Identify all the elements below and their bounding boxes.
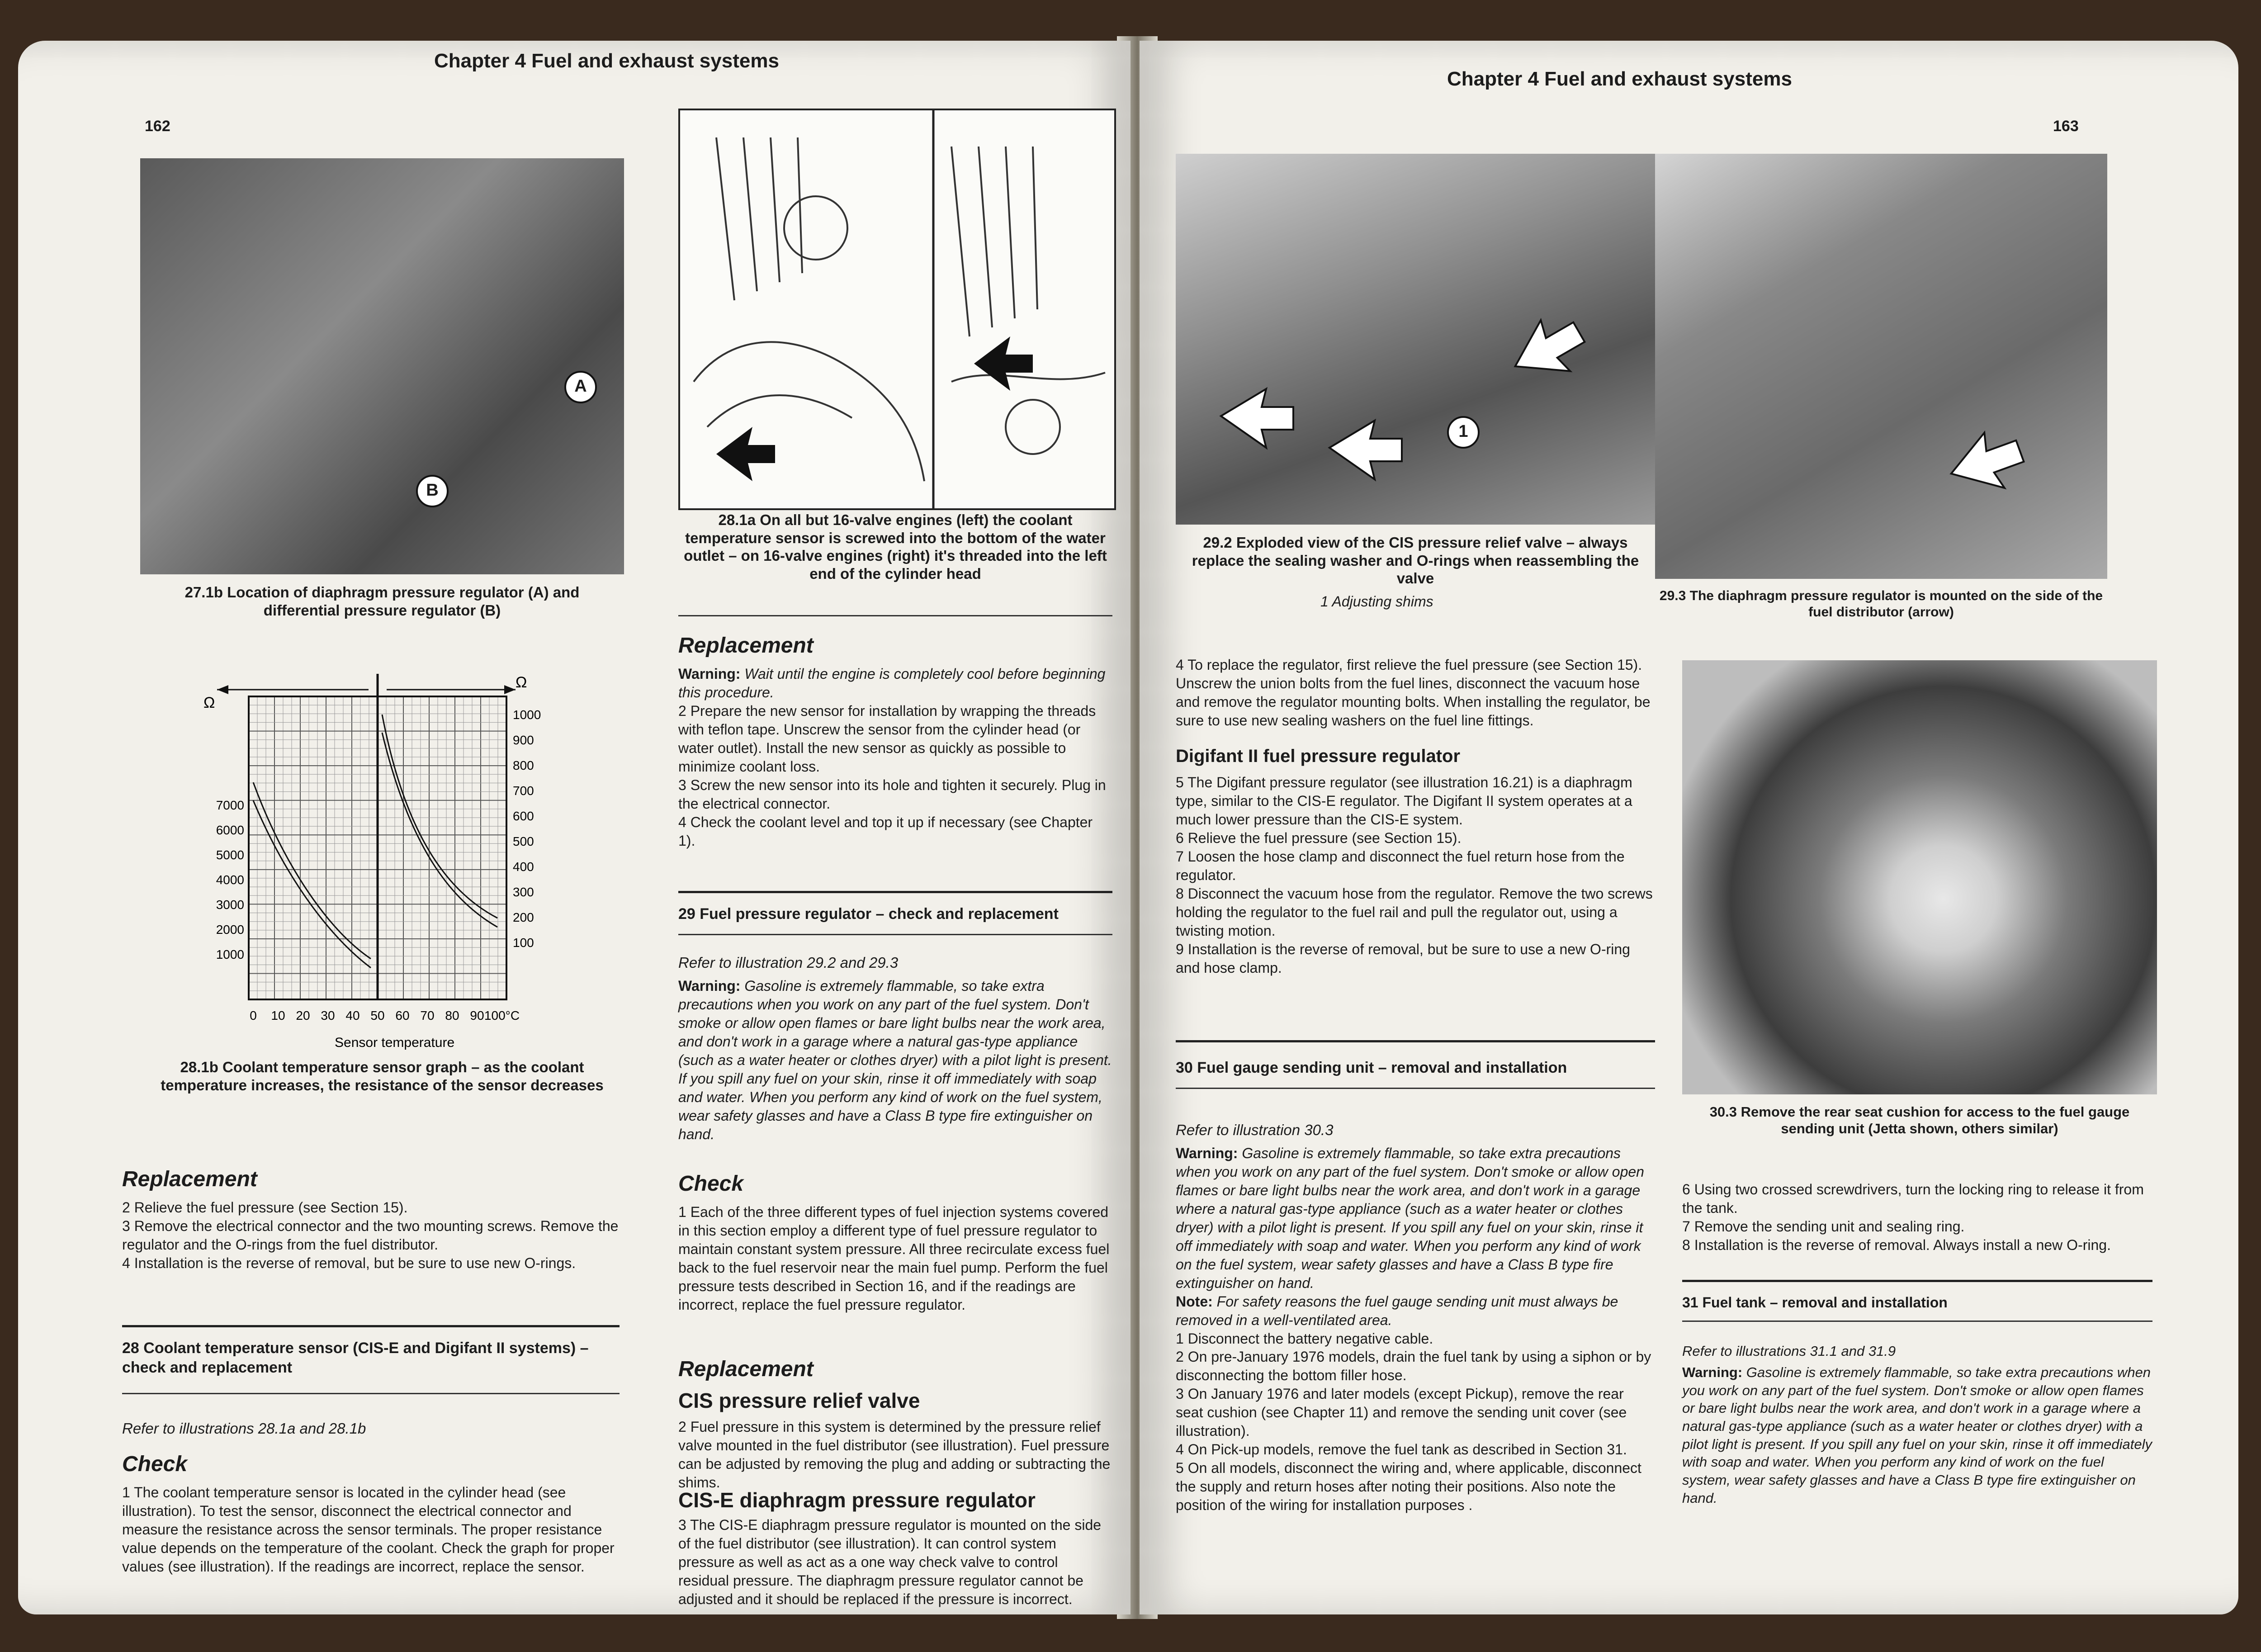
photo-pressure-regulator <box>1655 154 2107 579</box>
caption-28-1b: 28.1b Coolant temperature sensor graph – as the coolant temperature increases, the resistance of the sensor decreases <box>161 1059 604 1093</box>
resistance-curve <box>382 715 497 918</box>
section-rule <box>678 934 1112 935</box>
heading-replacement-27: Replacement <box>122 1167 257 1191</box>
left-tick-label: 7000 <box>216 798 244 812</box>
left-tick-label: 6000 <box>216 823 244 837</box>
left-tick-label: 4000 <box>216 873 244 887</box>
arrow-icon <box>1942 423 2030 503</box>
warning-text: Wait until the engine is completely cool before beginning this procedure. <box>678 666 1106 701</box>
replacement-27-step-4: 4 Installation is the reverse of removal, but be sure to use new O-rings. <box>122 1254 576 1271</box>
x-tick-label: 60 <box>395 1008 410 1022</box>
section-30-step-7: 7 Remove the sending unit and sealing ring. <box>1682 1218 1965 1235</box>
cis-e-regulator-text: 3 The CIS-E diaphragm pressure regulator is mounted on the side of the fuel distributor (see illustration). It can control system pressure as well as act as a one way check valve to control residual pressure. The diaphragm pressure regulator cannot be adjusted and it should be replaced if the pressure is incorrect. <box>678 1517 1102 1607</box>
section-28-ref: Refer to illustrations 28.1a and 28.1b <box>122 1420 366 1437</box>
cis-relief-valve-text: 2 Fuel pressure in this system is determined by the pressure relief valve mounted in the fuel distributor (see illustration). Fuel pressure can be adjusted by removing the plug and adding or subtracting the shims. <box>678 1419 1111 1491</box>
section-29-warning <box>678 977 1112 1144</box>
section-29-step-4: 4 To replace the regulator, first relieve the fuel pressure (see Section 15). Unscrew the union bolts from the fuel lines, disconnect the vacuum hose and remove the regulator mounting bolts. When installing the regulator, be sure to use new sealing washers on the fuel line fittings. <box>1176 657 1651 729</box>
section-31-ref: Refer to illustrations 31.1 and 31.9 <box>1682 1343 1896 1359</box>
section-28-title: 28 Coolant temperature sensor (CIS-E and Digifant II systems) – check and replacement <box>122 1340 589 1376</box>
section-30-text <box>1176 1144 1655 1515</box>
section-29-title: 29 Fuel pressure regulator – check and replacement <box>678 905 1059 923</box>
warning-text: Gasoline is extremely flammable, so take extra precautions when you work on any part of the fuel system. Don't smoke or allow open flames or bare light bulbs near the work area, and don't work in a garage where a natural gas-type appliance (such as a water heater or clothes dryer) with a pilot light is present. If you spill any fuel on your skin, rinse it off immediately with soap and water. When you perform any kind of work on the fuel system, wear safety glasses and have a Class B type fire extinguisher on hand. <box>678 978 1112 1142</box>
arrow-icon <box>1221 389 1293 448</box>
replacement-28-step-3: 3 Screw the new sensor into its hole and tighten it securely. Plug in the electrical connector. <box>678 776 1106 812</box>
replacement-27-text <box>122 1198 620 1273</box>
x-tick-label: 90 <box>470 1008 484 1022</box>
left-tick-label: 2000 <box>216 923 244 937</box>
photo-regulators <box>140 158 624 574</box>
warning-label: Warning: <box>678 666 741 682</box>
section-rule <box>1682 1321 2152 1322</box>
digifant-step-8: 8 Disconnect the vacuum hose from the regulator. Remove the two screws holding the regulator to the fuel rail and pull the regulator out, using a twisting motion. <box>1176 885 1653 939</box>
arrow-right-icon <box>504 685 516 694</box>
digifant-step-7: 7 Loosen the hose clamp and disconnect the fuel return hose from the regulator. <box>1176 848 1625 883</box>
photo-sending-unit <box>1682 660 2157 1094</box>
section-rule <box>678 891 1112 893</box>
left-tick-label: 5000 <box>216 848 244 862</box>
left-tick-label: 1000 <box>216 947 244 961</box>
section-30-step-3: 3 On January 1976 and later models (except Pickup), remove the rear seat cushion (see Chapter 11) and remove the sending unit cover (see illustration). <box>1176 1386 1627 1439</box>
arrow-icon <box>974 336 1033 391</box>
heading-replacement-29: Replacement <box>678 1357 814 1381</box>
right-tick-label: 100 <box>513 936 534 950</box>
digifant-step-5: 5 The Digifant pressure regulator (see illustration 16.21) is a diaphragm type, similar to the CIS-E regulator. The Digifant II system operates at a much lower pressure than the CIS-E system. <box>1176 774 1632 828</box>
replacement-28-step-4: 4 Check the coolant level and top it up if necessary (see Chapter 1). <box>678 814 1093 849</box>
left-axis-symbol: Ω <box>203 694 215 711</box>
section-rule <box>122 1393 620 1394</box>
digifant-step-9: 9 Installation is the reverse of removal, but be sure to use a new O-ring and hose clamp. <box>1176 941 1630 976</box>
section-rule <box>678 615 1112 616</box>
callout-1: 1 <box>1447 416 1480 449</box>
replacement-28-step-2: 2 Prepare the new sensor for installation by wrapping the threads with teflon tape. Unscrew the sensor from the cylinder head (or water outlet). Install the new sensor as quickly as possible to minimize coolant loss. <box>678 702 1096 775</box>
section-rule <box>1176 1040 1655 1042</box>
caption-27-1b: 27.1b Location of diaphragm pressure regulator (A) and differential pressure regulator (B) <box>184 584 580 619</box>
arrow-icon <box>716 427 775 481</box>
page-number: 163 <box>2053 118 2079 135</box>
section-30-step-4: 4 On Pick-up models, remove the fuel tank as described in Section 31. <box>1176 1441 1627 1458</box>
right-tick-label: 600 <box>513 809 534 823</box>
caption-29-3: 29.3 The diaphragm pressure regulator is mounted on the side of the fuel distributor (arrow) <box>1659 588 2103 620</box>
legend-adjusting-shims: 1 Adjusting shims <box>1320 593 1433 610</box>
heading-replacement-28: Replacement <box>678 634 814 658</box>
caption-28-1a: 28.1a On all but 16-valve engines (left) the coolant temperature sensor is screwed into the bottom of the water outlet – on 16-valve engines (right) it's threaded into the left end of the cylinder head <box>684 511 1107 582</box>
right-page <box>1140 41 2238 1614</box>
line-drawing <box>680 110 1114 508</box>
page-header: Chapter 4 Fuel and exhaust systems <box>1447 68 1792 90</box>
right-tick-label: 1000 <box>513 708 541 722</box>
page-number: 162 <box>145 118 170 135</box>
section-rule <box>1176 1088 1655 1089</box>
arrow-icon <box>1502 307 1594 394</box>
section-30-step-8: 8 Installation is the reverse of removal. Always install a new O-ring. <box>1682 1236 2111 1253</box>
photo-relief-valve <box>1176 154 1655 525</box>
graph-grid <box>217 674 516 999</box>
section-30-step-5: 5 On all models, disconnect the wiring and, where applicable, disconnect the supply and return hoses after noting their positions. Also note the position of the wiring for installation purposes . <box>1176 1460 1641 1514</box>
heading-cis-e-regulator: CIS-E diaphragm pressure regulator <box>678 1488 1036 1512</box>
section-28-check-text: 1 The coolant temperature sensor is located in the cylinder head (see illustration). To test the sensor, disconnect the electrical connector and measure the resistance across the sensor terminals. The proper resistance value depends on the temperature of the coolant. Check the graph for proper values (see illustration). If the readings are incorrect, replace the sensor. <box>122 1484 615 1575</box>
note-label: Note: <box>1176 1293 1213 1310</box>
x-tick-label: 20 <box>296 1008 310 1022</box>
section-30-continued <box>1682 1180 2152 1254</box>
heading-check-29: Check <box>678 1172 744 1196</box>
section-30-step-2: 2 On pre-January 1976 models, drain the fuel tank by using a siphon or by disconnecting the bottom filler hose. <box>1176 1349 1651 1384</box>
warning-text: Gasoline is extremely flammable, so take extra precautions when you work on any part of the fuel system. Don't smoke or allow open flames or bare light bulbs near the work area, and don't work in a garage where a natural gas-type appliance (such as a water heater or clothes dryer) with a pilot light is present. If you spill any fuel on your skin, rinse it off immediately with soap and water. When you perform any kind of work on the fuel system, wear safety glasses and have a Class B type fire extinguisher on hand. <box>1176 1145 1644 1291</box>
right-tick-label: 200 <box>513 910 534 924</box>
section-30-title: 30 Fuel gauge sending unit – removal and installation <box>1176 1059 1567 1076</box>
x-tick-label: 30 <box>321 1008 335 1022</box>
note-text: For safety reasons the fuel gauge sending unit must always be removed in a well-ventilated area. <box>1176 1293 1618 1328</box>
caption-29-2: 29.2 Exploded view of the CIS pressure relief valve – always replace the sealing washer and O-rings when reassembling the valve <box>1192 534 1639 587</box>
right-tick-label: 800 <box>513 758 534 772</box>
replacement-28-text <box>678 665 1112 850</box>
callout-a: A <box>564 371 597 403</box>
heading-cis-relief-valve: CIS pressure relief valve <box>678 1389 920 1412</box>
x-tick-label: 100°C <box>484 1008 520 1022</box>
x-tick-label: 50 <box>370 1008 385 1022</box>
section-rule <box>122 1325 620 1327</box>
resistance-curve <box>382 733 497 927</box>
right-tick-label: 400 <box>513 860 534 874</box>
x-axis-ticks <box>250 1008 520 1022</box>
right-tick-label: 500 <box>513 834 534 848</box>
coolant-sensor-graph <box>190 665 588 1054</box>
page-header: Chapter 4 Fuel and exhaust systems <box>434 50 779 72</box>
section-rule <box>1682 1280 2152 1282</box>
right-axis-symbol: Ω <box>516 674 527 691</box>
section-31-warning <box>1682 1363 2152 1507</box>
warning-label: Warning: <box>1176 1145 1238 1161</box>
right-tick-label: 900 <box>513 733 534 747</box>
warning-text: Gasoline is extremely flammable, so take extra precautions when you work on any part of the fuel system. Don't smoke or allow open flames or bare light bulbs near the work area, and don't work in a garage where a natural gas-type appliance (such as a water heater or clothes dryer) with a pilot light is present. If you spill any fuel on your skin, rinse it off immediately with soap and water. When you perform any kind of work on the fuel system, wear safety glasses and have a Class B type fire extinguisher on hand. <box>1682 1364 2152 1506</box>
section-29-ref: Refer to illustration 29.2 and 29.3 <box>678 954 899 971</box>
section-29-check-text: 1 Each of the three different types of fuel injection systems covered in this section employ a different type of fuel pressure regulator to maintain constant system pressure. All three recirculate excess fuel back to the fuel reservoir near the main fuel pump. Perform the fuel pressure tests described in Section 16, and if the readings are incorrect, replace the fuel pressure regulator. <box>678 1204 1110 1313</box>
warning-label: Warning: <box>678 978 741 994</box>
section-31-title: 31 Fuel tank – removal and installation <box>1682 1294 1948 1311</box>
x-tick-label: 40 <box>345 1008 360 1022</box>
photo-arrow <box>1655 154 2107 579</box>
heading-check-28: Check <box>122 1452 188 1476</box>
section-30-step-1: 1 Disconnect the battery negative cable. <box>1176 1330 1433 1347</box>
right-tick-label: 300 <box>513 885 534 899</box>
section-30-step-6: 6 Using two crossed screwdrivers, turn the locking ring to release it from the tank. <box>1682 1181 2144 1216</box>
x-tick-label: 10 <box>271 1008 285 1022</box>
warning-label: Warning: <box>1682 1364 1743 1380</box>
replacement-27-step-3: 3 Remove the electrical connector and the two mounting screws. Remove the regulator and the O-rings from the fuel distributor. <box>122 1217 619 1253</box>
x-tick-label: 80 <box>445 1008 459 1022</box>
section-30-ref: Refer to illustration 30.3 <box>1176 1122 1334 1138</box>
digifant-step-6: 6 Relieve the fuel pressure (see Section 15). <box>1176 829 1462 846</box>
digifant-text <box>1176 773 1655 977</box>
callout-b: B <box>416 475 449 507</box>
left-page <box>18 41 1130 1614</box>
x-tick-label: 70 <box>420 1008 435 1022</box>
photo-arrows <box>1176 154 1655 525</box>
x-axis-label: Sensor temperature <box>335 1035 455 1050</box>
heading-digifant-regulator: Digifant II fuel pressure regulator <box>1176 746 1461 766</box>
right-tick-label: 700 <box>513 784 534 798</box>
right-axis-ticks <box>513 708 541 950</box>
x-tick-label: 0 <box>250 1008 257 1022</box>
drawing-sensor-locations <box>678 109 1116 510</box>
arrow-left-icon <box>217 685 228 694</box>
caption-30-3: 30.3 Remove the rear seat cushion for access to the fuel gauge sending unit (Jetta shown, others similar) <box>1709 1104 2130 1137</box>
arrow-icon <box>1329 421 1402 479</box>
replacement-27-step-2: 2 Relieve the fuel pressure (see Section 15). <box>122 1199 408 1216</box>
left-tick-label: 3000 <box>216 898 244 912</box>
left-axis-ticks <box>216 798 244 961</box>
